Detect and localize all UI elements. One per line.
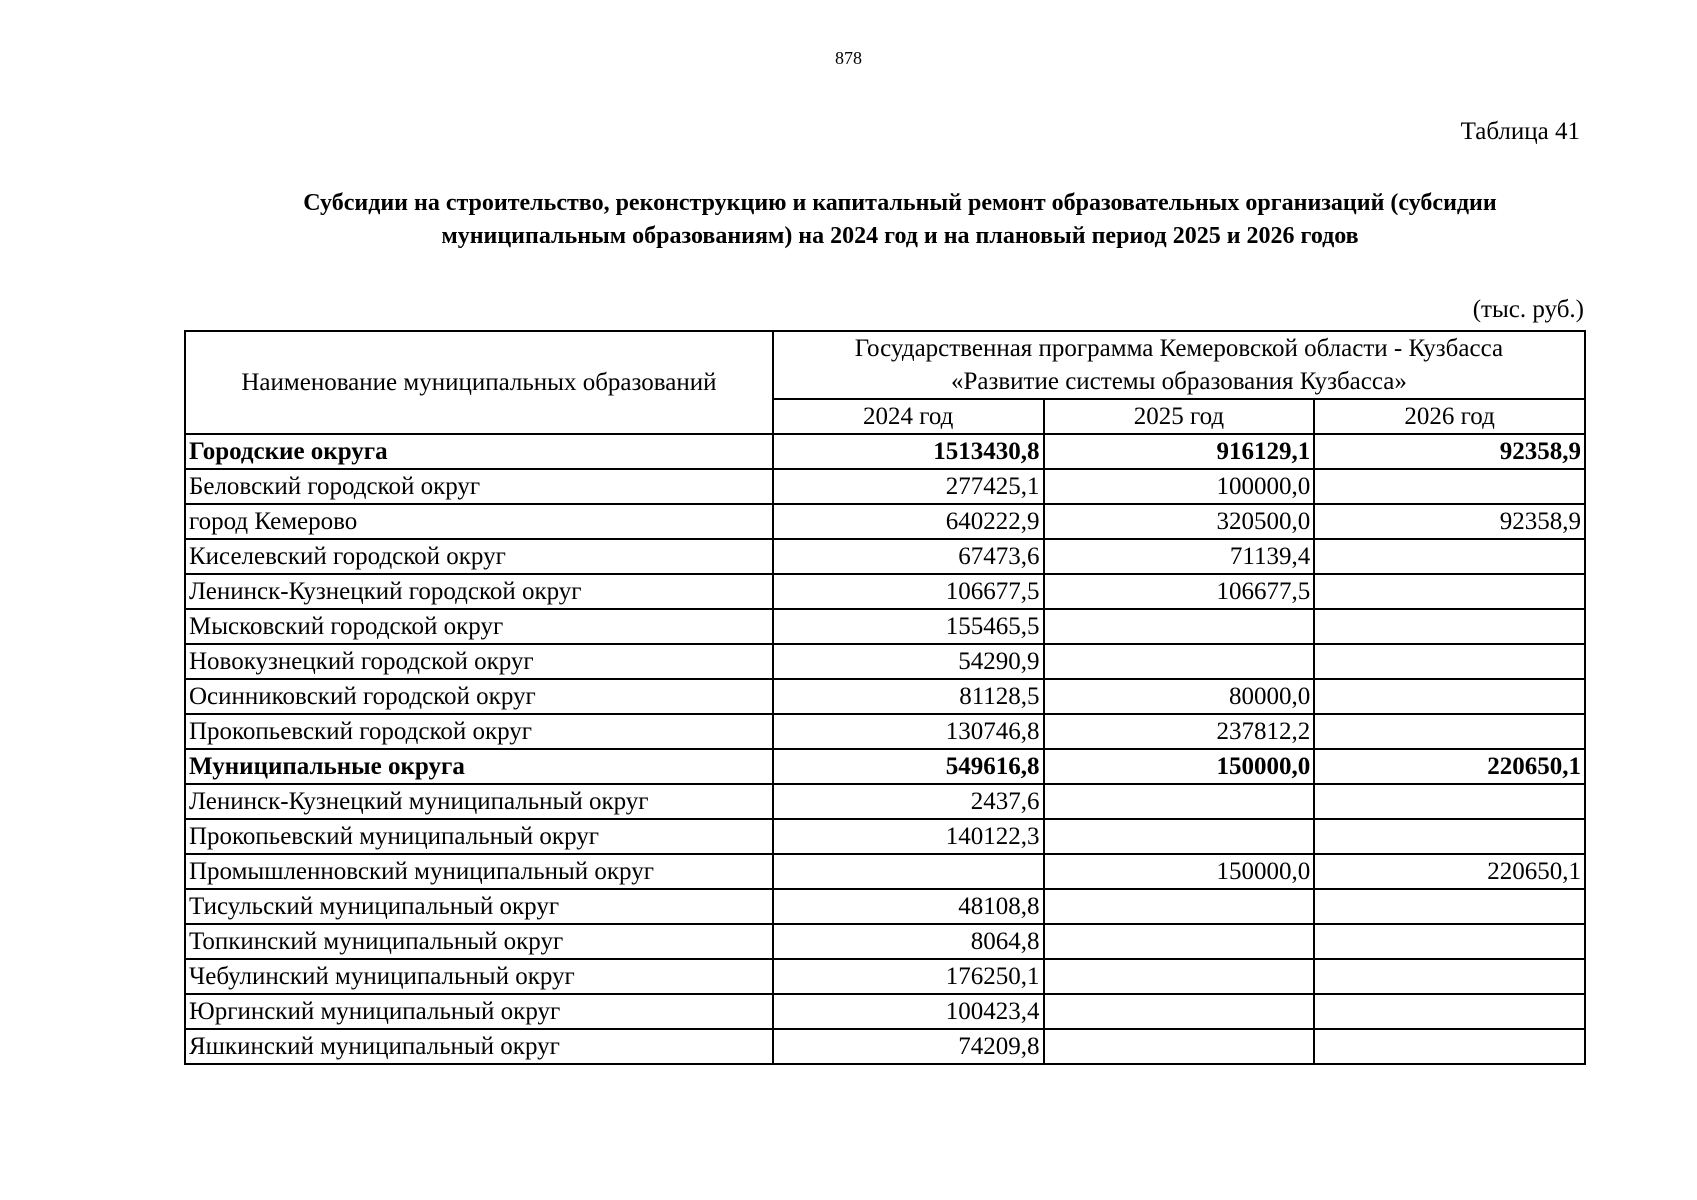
value-2025-cell: 150000,0: [1044, 854, 1315, 889]
row-name-cell: Киселевский городской округ: [185, 539, 773, 574]
value-2026-cell: [1314, 609, 1585, 644]
value-2025-cell: 320500,0: [1044, 504, 1315, 539]
table-row: [185, 994, 1585, 1029]
value-2024-cell: 54290,9: [773, 644, 1044, 679]
row-name-cell: Чебулинский муниципальный округ: [185, 959, 773, 994]
value-2024-cell: 81128,5: [773, 679, 1044, 714]
row-name-cell: Новокузнецкий городской округ: [185, 644, 773, 679]
row-name-cell: Ленинск-Кузнецкий городской округ: [185, 574, 773, 609]
table-row: [185, 609, 1585, 644]
value-2026-cell: 92358,9: [1314, 434, 1585, 469]
value-2024-cell: 2437,6: [773, 784, 1044, 819]
value-2026-cell: [1314, 1029, 1585, 1064]
value-2024-cell: 140122,3: [773, 819, 1044, 854]
header-row-1: [185, 331, 1585, 399]
value-2026-cell: [1314, 994, 1585, 1029]
value-2024-cell: 106677,5: [773, 574, 1044, 609]
value-2024-cell: 8064,8: [773, 924, 1044, 959]
value-2024-cell: [773, 854, 1044, 889]
title-line-2: муниципальным образованиям) на 2024 год и на плановый период 2025 и 2026 годов: [441, 223, 1359, 249]
table-row: [185, 469, 1585, 504]
table-row: [185, 854, 1585, 889]
value-2026-cell: [1314, 959, 1585, 994]
value-2025-cell: 71139,4: [1044, 539, 1315, 574]
table-row: [185, 819, 1585, 854]
table-row: [185, 784, 1585, 819]
table-group-row: [185, 434, 1585, 469]
value-2025-cell: 80000,0: [1044, 679, 1315, 714]
program-line-1: Государственная программа Кемеровской области - Кузбасса: [854, 335, 1504, 362]
table-row: [185, 889, 1585, 924]
value-2026-cell: [1314, 714, 1585, 749]
value-2025-cell: 237812,2: [1044, 714, 1315, 749]
row-name-cell: Беловский городской округ: [185, 469, 773, 504]
header-year-2025: 2025 год: [1044, 399, 1315, 434]
header-year-2026: 2026 год: [1314, 399, 1585, 434]
table-row: [185, 574, 1585, 609]
header-year-2024: 2024 год: [773, 399, 1044, 434]
row-name-cell: Тисульский муниципальный округ: [185, 889, 773, 924]
row-name-cell: Мысковский городской округ: [185, 609, 773, 644]
row-name-cell: Прокопьевский муниципальный округ: [185, 819, 773, 854]
value-2025-cell: 100000,0: [1044, 469, 1315, 504]
value-2025-cell: [1044, 1029, 1315, 1064]
value-2026-cell: [1314, 924, 1585, 959]
row-name-cell: Ленинск-Кузнецкий муниципальный округ: [185, 784, 773, 819]
value-2025-cell: [1044, 924, 1315, 959]
row-name-cell: Юргинский муниципальный округ: [185, 994, 773, 1029]
value-2025-cell: [1044, 819, 1315, 854]
value-2024-cell: 48108,8: [773, 889, 1044, 924]
row-name-cell: Яшкинский муниципальный округ: [185, 1029, 773, 1064]
unit-label: (тыс. руб.): [1472, 296, 1584, 323]
title-line-1: Субсидии на строительство, реконструкцию и капитальный ремонт образовательных организаций (субсидии: [303, 190, 1497, 216]
value-2024-cell: 67473,6: [773, 539, 1044, 574]
row-name-cell: Топкинский муниципальный округ: [185, 924, 773, 959]
value-2025-cell: [1044, 609, 1315, 644]
value-2024-cell: 176250,1: [773, 959, 1044, 994]
value-2024-cell: 1513430,8: [773, 434, 1044, 469]
value-2026-cell: 92358,9: [1314, 504, 1585, 539]
value-2024-cell: 549616,8: [773, 749, 1044, 784]
value-2026-cell: 220650,1: [1314, 854, 1585, 889]
header-program: [773, 331, 1585, 399]
table-body: [185, 434, 1585, 1064]
subsidies-table: [184, 330, 1586, 1065]
table-row: [185, 679, 1585, 714]
table-row: [185, 1029, 1585, 1064]
value-2024-cell: 74209,8: [773, 1029, 1044, 1064]
row-name-cell: город Кемерово: [185, 504, 773, 539]
row-name-cell: Муниципальные округа: [185, 749, 773, 784]
value-2026-cell: [1314, 539, 1585, 574]
value-2024-cell: 277425,1: [773, 469, 1044, 504]
value-2026-cell: [1314, 644, 1585, 679]
value-2026-cell: [1314, 784, 1585, 819]
value-2025-cell: 150000,0: [1044, 749, 1315, 784]
table-row: [185, 504, 1585, 539]
document-title: [200, 187, 1600, 253]
value-2024-cell: 100423,4: [773, 994, 1044, 1029]
value-2026-cell: [1314, 574, 1585, 609]
value-2026-cell: [1314, 679, 1585, 714]
header-name-column: Наименование муниципальных образований: [185, 331, 773, 434]
value-2025-cell: [1044, 644, 1315, 679]
row-name-cell: Городские округа: [185, 434, 773, 469]
value-2024-cell: 640222,9: [773, 504, 1044, 539]
value-2025-cell: [1044, 784, 1315, 819]
value-2025-cell: 916129,1: [1044, 434, 1315, 469]
value-2025-cell: [1044, 994, 1315, 1029]
value-2026-cell: [1314, 889, 1585, 924]
table-row: [185, 539, 1585, 574]
value-2025-cell: 106677,5: [1044, 574, 1315, 609]
value-2024-cell: 130746,8: [773, 714, 1044, 749]
row-name-cell: Осинниковский городской округ: [185, 679, 773, 714]
value-2026-cell: [1314, 819, 1585, 854]
value-2024-cell: 155465,5: [773, 609, 1044, 644]
row-name-cell: Прокопьевский городской округ: [185, 714, 773, 749]
value-2025-cell: [1044, 889, 1315, 924]
value-2026-cell: [1314, 469, 1585, 504]
value-2026-cell: 220650,1: [1314, 749, 1585, 784]
table-row: [185, 959, 1585, 994]
table-row: [185, 714, 1585, 749]
page-number: 878: [835, 48, 862, 68]
table-row: [185, 924, 1585, 959]
table-group-row: [185, 749, 1585, 784]
table-label: Таблица 41: [1460, 118, 1580, 145]
value-2025-cell: [1044, 959, 1315, 994]
table-row: [185, 644, 1585, 679]
program-line-2: «Развитие системы образования Кузбасса»: [950, 368, 1407, 395]
row-name-cell: Промышленновский муниципальный округ: [185, 854, 773, 889]
